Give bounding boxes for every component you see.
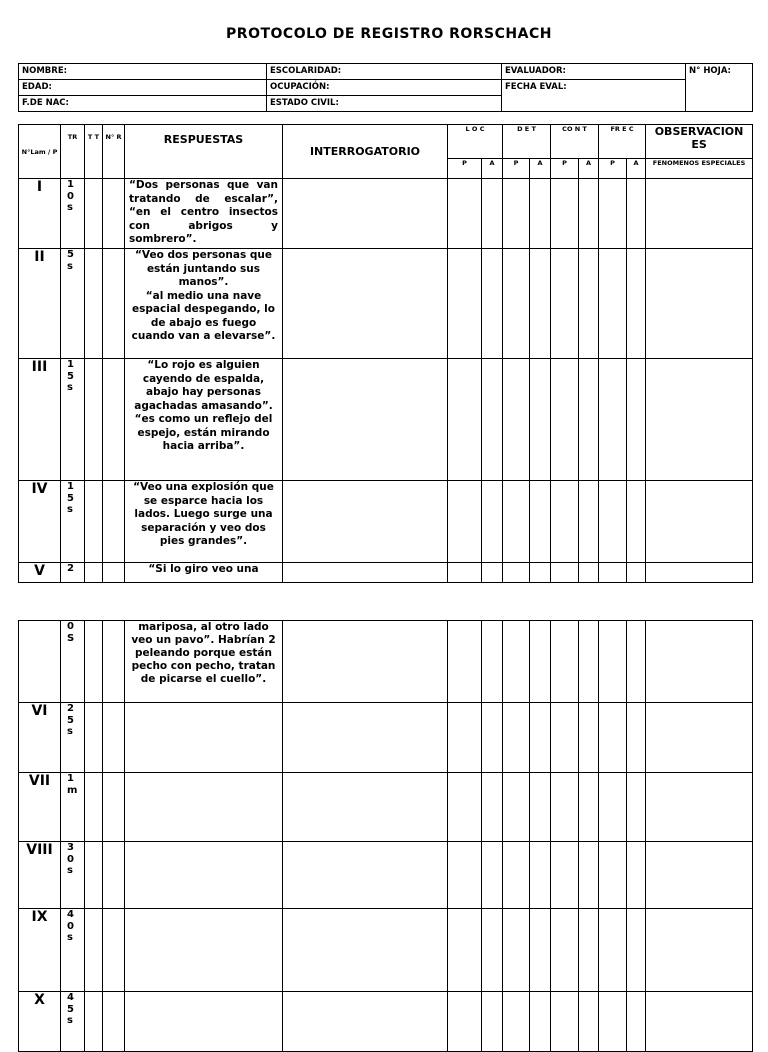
tt-cell[interactable] <box>85 773 103 842</box>
score-cell[interactable] <box>448 909 482 992</box>
nr-cell[interactable] <box>103 621 125 703</box>
score-cell[interactable] <box>503 909 530 992</box>
score-cell[interactable] <box>551 909 579 992</box>
score-cell[interactable] <box>448 249 482 359</box>
score-cell[interactable] <box>579 621 599 703</box>
nombre-field[interactable]: NOMBRE: <box>19 64 267 80</box>
table-row <box>19 563 753 583</box>
score-cell[interactable] <box>530 773 551 842</box>
score-cell[interactable] <box>551 359 579 481</box>
tt-cell[interactable] <box>85 481 103 563</box>
score-cell[interactable] <box>599 621 627 703</box>
score-cell[interactable] <box>448 359 482 481</box>
score-cell[interactable] <box>599 773 627 842</box>
score-cell[interactable] <box>482 249 503 359</box>
reaction-time[interactable]: 1 5 s <box>61 481 85 563</box>
score-cell[interactable] <box>579 842 599 909</box>
score-cell[interactable] <box>503 773 530 842</box>
nr-cell[interactable] <box>103 179 125 249</box>
table-row <box>19 249 753 359</box>
tt-cell[interactable] <box>85 909 103 992</box>
reaction-time[interactable]: 4 5 s <box>61 992 85 1052</box>
score-cell[interactable] <box>599 249 627 359</box>
header-observaciones: OBSERVACION ES <box>646 125 753 159</box>
header-p: P <box>599 159 627 179</box>
score-cell[interactable] <box>530 703 551 773</box>
nr-cell[interactable] <box>103 703 125 773</box>
observaciones-cell[interactable] <box>646 563 753 583</box>
header-a: A <box>482 159 503 179</box>
header-a: A <box>627 159 646 179</box>
score-cell[interactable] <box>448 179 482 249</box>
score-cell[interactable] <box>530 563 551 583</box>
interrogatorio-cell[interactable] <box>283 563 448 583</box>
score-cell[interactable] <box>530 249 551 359</box>
score-cell[interactable] <box>551 563 579 583</box>
lamina-number: VI <box>19 703 61 773</box>
response-text[interactable]: “Si lo giro veo una <box>125 563 283 583</box>
tt-cell[interactable] <box>85 359 103 481</box>
score-cell[interactable] <box>448 563 482 583</box>
observaciones-cell[interactable] <box>646 359 753 481</box>
score-cell[interactable] <box>551 703 579 773</box>
nr-cell[interactable] <box>103 481 125 563</box>
score-cell[interactable] <box>530 481 551 563</box>
lamina-number: III <box>19 359 61 481</box>
observaciones-cell[interactable] <box>646 179 753 249</box>
interrogatorio-cell[interactable] <box>283 481 448 563</box>
observaciones-cell[interactable] <box>646 773 753 842</box>
score-cell[interactable] <box>448 992 482 1052</box>
lamina-number <box>19 621 61 703</box>
header-cont: CO N T <box>551 125 599 159</box>
header-p: P <box>503 159 530 179</box>
lamina-number: VIII <box>19 842 61 909</box>
header-respuestas: RESPUESTAS <box>125 125 283 179</box>
score-cell[interactable] <box>482 179 503 249</box>
score-cell[interactable] <box>530 359 551 481</box>
reaction-time[interactable]: 2 5 s <box>61 703 85 773</box>
score-cell[interactable] <box>599 563 627 583</box>
table-row <box>19 359 753 481</box>
score-cell[interactable] <box>579 992 599 1052</box>
score-cell[interactable] <box>448 481 482 563</box>
score-cell[interactable] <box>482 359 503 481</box>
protocol-table-2 <box>18 620 753 1052</box>
escolaridad-field[interactable]: ESCOLARIDAD: <box>267 64 502 80</box>
score-cell[interactable] <box>627 481 646 563</box>
score-cell[interactable] <box>551 621 579 703</box>
reaction-time[interactable]: 1 m <box>61 773 85 842</box>
score-cell[interactable] <box>551 481 579 563</box>
observaciones-cell[interactable] <box>646 481 753 563</box>
interrogatorio-cell[interactable] <box>283 703 448 773</box>
lamina-number: IX <box>19 909 61 992</box>
score-cell[interactable] <box>503 703 530 773</box>
interrogatorio-cell[interactable] <box>283 909 448 992</box>
observaciones-cell[interactable] <box>646 249 753 359</box>
tt-cell[interactable] <box>85 249 103 359</box>
patient-info-table <box>18 63 753 112</box>
reaction-time[interactable]: 2 <box>61 563 85 583</box>
score-cell[interactable] <box>482 481 503 563</box>
score-cell[interactable] <box>551 179 579 249</box>
header-frec: FR E C <box>599 125 646 159</box>
score-cell[interactable] <box>579 909 599 992</box>
score-cell[interactable] <box>503 842 530 909</box>
score-cell[interactable] <box>599 992 627 1052</box>
score-cell[interactable] <box>579 249 599 359</box>
header-tt: T T <box>85 125 103 179</box>
tt-cell[interactable] <box>85 563 103 583</box>
reaction-time[interactable]: 1 0 s <box>61 179 85 249</box>
estado-civil-field[interactable]: ESTADO CIVIL: <box>267 96 502 112</box>
reaction-time[interactable]: 4 0 s <box>61 909 85 992</box>
tt-cell[interactable] <box>85 992 103 1052</box>
evaluador-field[interactable]: EVALUADOR: <box>502 64 686 80</box>
score-cell[interactable] <box>503 621 530 703</box>
nr-cell[interactable] <box>103 992 125 1052</box>
table-row <box>19 179 753 249</box>
score-cell[interactable] <box>627 703 646 773</box>
score-cell[interactable] <box>530 992 551 1052</box>
score-cell[interactable] <box>627 992 646 1052</box>
header-p: P <box>551 159 579 179</box>
reaction-time[interactable]: 5 s <box>61 249 85 359</box>
score-cell[interactable] <box>503 481 530 563</box>
tt-cell[interactable] <box>85 621 103 703</box>
observaciones-cell[interactable] <box>646 909 753 992</box>
score-cell[interactable] <box>530 909 551 992</box>
score-cell[interactable] <box>551 992 579 1052</box>
reaction-time[interactable]: 0 S <box>61 621 85 703</box>
response-text[interactable]: mariposa, al otro lado veo un pavo”. Habrían 2 peleando porque están pecho con pecho, tratan de picarse el cuello”. <box>125 621 283 703</box>
protocol-table-1 <box>18 124 753 583</box>
score-cell[interactable] <box>551 842 579 909</box>
interrogatorio-cell[interactable] <box>283 992 448 1052</box>
score-cell[interactable] <box>627 563 646 583</box>
score-cell[interactable] <box>599 359 627 481</box>
interrogatorio-cell[interactable] <box>283 249 448 359</box>
score-cell[interactable] <box>599 481 627 563</box>
score-cell[interactable] <box>448 621 482 703</box>
nr-cell[interactable] <box>103 359 125 481</box>
score-cell[interactable] <box>627 249 646 359</box>
tt-cell[interactable] <box>85 703 103 773</box>
score-cell[interactable] <box>627 179 646 249</box>
score-cell[interactable] <box>482 773 503 842</box>
score-cell[interactable] <box>448 773 482 842</box>
score-cell[interactable] <box>482 909 503 992</box>
header-p: P <box>448 159 482 179</box>
score-cell[interactable] <box>627 621 646 703</box>
score-cell[interactable] <box>448 703 482 773</box>
header-det: D E T <box>503 125 551 159</box>
tt-cell[interactable] <box>85 842 103 909</box>
nr-cell[interactable] <box>103 563 125 583</box>
score-cell[interactable] <box>599 909 627 992</box>
score-cell[interactable] <box>503 179 530 249</box>
score-cell[interactable] <box>482 992 503 1052</box>
fnac-field[interactable]: F.DE NAC: <box>19 96 267 112</box>
response-text[interactable]: “Lo rojo es alguien cayendo de espalda, abajo hay personas agachadas amasando”. “es como un reflejo del espejo, están mirando hacia arriba”. <box>125 359 283 481</box>
response-text[interactable]: “Veo dos personas que están juntando sus manos”. “al medio una nave espacial despegando, lo de abajo es fuego cuando van a elevarse”. <box>125 249 283 359</box>
score-cell[interactable] <box>503 992 530 1052</box>
reaction-time[interactable]: 1 5 s <box>61 359 85 481</box>
score-cell[interactable] <box>627 359 646 481</box>
interrogatorio-cell[interactable] <box>283 773 448 842</box>
header-nlam: N°Lam / P <box>19 125 61 179</box>
nr-cell[interactable] <box>103 249 125 359</box>
nr-cell[interactable] <box>103 909 125 992</box>
nr-cell[interactable] <box>103 842 125 909</box>
header-a: A <box>579 159 599 179</box>
score-cell[interactable] <box>579 563 599 583</box>
lamina-number: II <box>19 249 61 359</box>
score-cell[interactable] <box>627 773 646 842</box>
edad-field[interactable]: EDAD: <box>19 80 267 96</box>
interrogatorio-cell[interactable] <box>283 179 448 249</box>
score-cell[interactable] <box>482 563 503 583</box>
score-cell[interactable] <box>579 773 599 842</box>
table-row <box>19 773 753 842</box>
observaciones-cell[interactable] <box>646 703 753 773</box>
table-row <box>19 992 753 1052</box>
table-row <box>19 842 753 909</box>
interrogatorio-cell[interactable] <box>283 359 448 481</box>
score-cell[interactable] <box>627 842 646 909</box>
response-text[interactable] <box>125 842 283 909</box>
score-cell[interactable] <box>599 842 627 909</box>
observaciones-cell[interactable] <box>646 842 753 909</box>
hoja-field[interactable]: N° HOJA: <box>686 64 753 112</box>
score-cell[interactable] <box>503 359 530 481</box>
lamina-number: V <box>19 563 61 583</box>
header-interrogatorio: INTERROGATORIO <box>283 125 448 179</box>
lamina-number: VII <box>19 773 61 842</box>
score-cell[interactable] <box>503 249 530 359</box>
lamina-number: IV <box>19 481 61 563</box>
score-cell[interactable] <box>530 842 551 909</box>
response-text[interactable]: “Veo una explosión que se esparce hacia los lados. Luego surge una separación y veo dos pies grandes”. <box>125 481 283 563</box>
header-fenomenos: FENOMENOS ESPECIALES <box>646 159 753 179</box>
header-nr: N° R <box>103 125 125 179</box>
fecha-eval-field[interactable]: FECHA EVAL: <box>502 80 686 112</box>
observaciones-cell[interactable] <box>646 992 753 1052</box>
score-cell[interactable] <box>530 179 551 249</box>
interrogatorio-cell[interactable] <box>283 842 448 909</box>
score-cell[interactable] <box>599 703 627 773</box>
response-text[interactable]: “Dos personas que van tratando de escalar”, “en el centro insectos con abrigos y sombrero”. <box>125 179 283 249</box>
score-cell[interactable] <box>627 909 646 992</box>
page-title: PROTOCOLO DE REGISTRO RORSCHACH <box>226 26 552 42</box>
score-cell[interactable] <box>482 703 503 773</box>
table-row <box>19 481 753 563</box>
tt-cell[interactable] <box>85 179 103 249</box>
nr-cell[interactable] <box>103 773 125 842</box>
ocupacion-field[interactable]: OCUPACIÓN: <box>267 80 502 96</box>
reaction-time[interactable]: 3 0 s <box>61 842 85 909</box>
response-text[interactable] <box>125 703 283 773</box>
score-cell[interactable] <box>503 563 530 583</box>
table-row <box>19 909 753 992</box>
header-a: A <box>530 159 551 179</box>
response-text[interactable] <box>125 773 283 842</box>
score-cell[interactable] <box>551 249 579 359</box>
interrogatorio-cell[interactable] <box>283 621 448 703</box>
table-row <box>19 621 753 703</box>
score-cell[interactable] <box>579 481 599 563</box>
header-loc: L O C <box>448 125 503 159</box>
score-cell[interactable] <box>599 179 627 249</box>
response-text[interactable] <box>125 992 283 1052</box>
score-cell[interactable] <box>579 179 599 249</box>
score-cell[interactable] <box>579 703 599 773</box>
score-cell[interactable] <box>482 842 503 909</box>
response-text[interactable] <box>125 909 283 992</box>
observaciones-cell[interactable] <box>646 621 753 703</box>
lamina-number: X <box>19 992 61 1052</box>
score-cell[interactable] <box>530 621 551 703</box>
header-tr: TR <box>61 125 85 179</box>
score-cell[interactable] <box>551 773 579 842</box>
lamina-number: I <box>19 179 61 249</box>
table-row <box>19 703 753 773</box>
score-cell[interactable] <box>482 621 503 703</box>
score-cell[interactable] <box>448 842 482 909</box>
score-cell[interactable] <box>579 359 599 481</box>
